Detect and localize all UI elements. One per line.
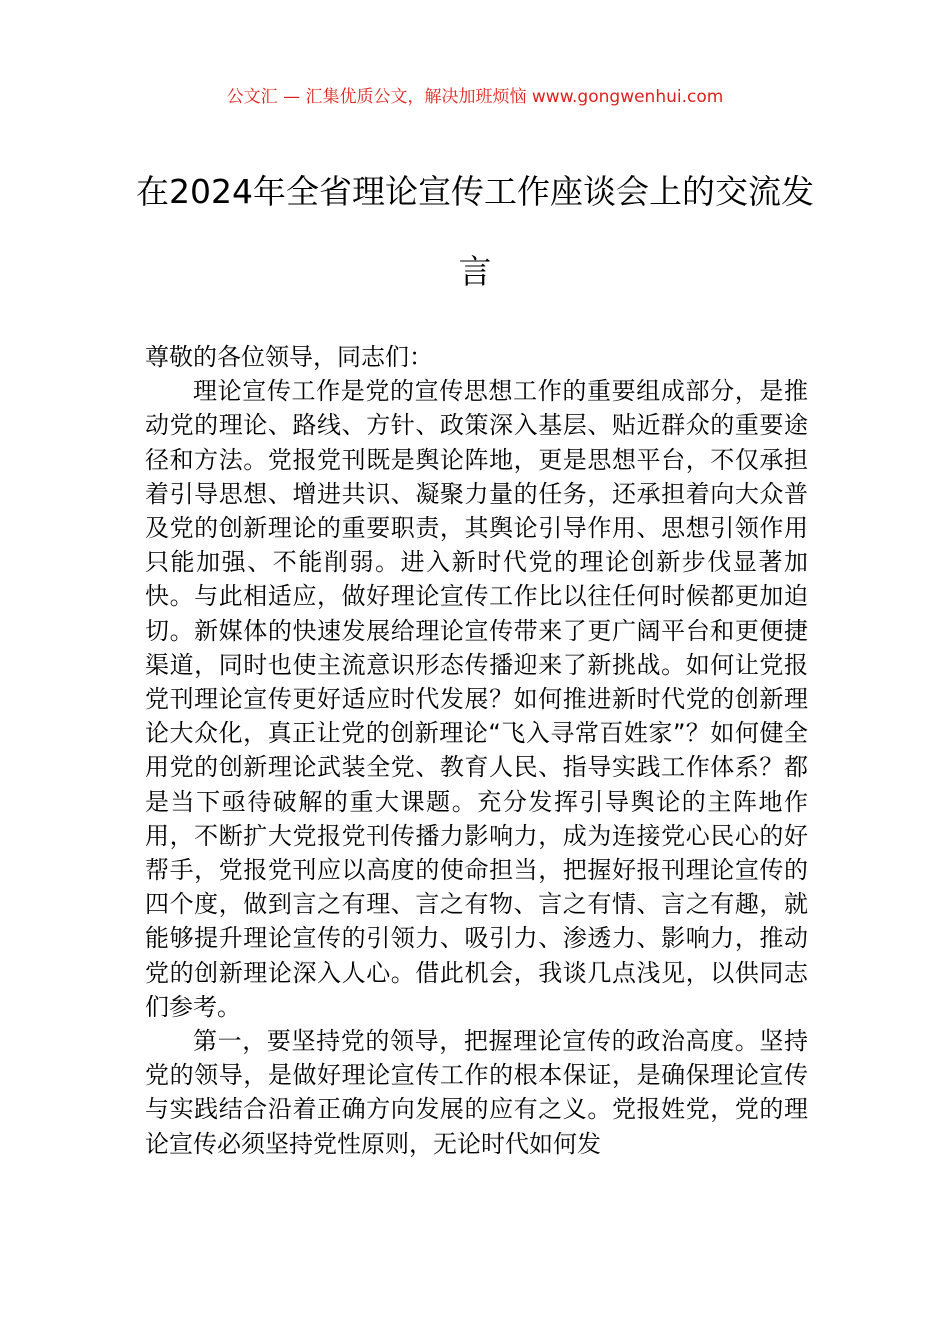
salutation: 尊敬的各位领导，同志们： bbox=[145, 343, 433, 371]
header-watermark: 公文汇 — 汇集优质公文，解决加班烦恼 www.gongwenhui.com bbox=[226, 87, 724, 107]
paragraph-intro: 理论宣传工作是党的宣传思想工作的重要组成部分，是推动党的理论、路线、方针、政策深入基层、贴近群众的重要途径和方法。党报党刊既是舆论阵地，更是思想平台，不仅承担着引导思想、增进共识、凝聚力量的任务，还承担着向大众普及党的创新理论的重要职责，其舆论引导作用、思想引领作用只能加强、不能削弱。进入新时代党的理论创新步伐显著加快。与此相适应，做好理论宣传工作比以往任何时候都更加迫切。新媒体的快速发展给理论宣传带来了更广阔平台和更便捷渠道，同时也使主流意识形态传播迎来了新挑战。如何让党报党刊理论宣传更好适应时代发展？如何推进新时代党的创新理论大众化，真正让党的创新理论“飞入寻常百姓家”？如何健全用党的创新理论武装全党、教育人民、指导实践工作体系？都是当下亟待破解的重大课题。充分发挥引导舆论的主阵地作用，不断扩大党报党刊传播力影响力，成为连接党心民心的好帮手，党报党刊应以高度的使命担当，把握好报刊理论宣传的四个度，做到言之有理、言之有物、言之有情、言之有趣，就能够提升理论宣传的引领力、吸引力、渗透力、影响力，推动党的创新理论深入人心。借此机会，我谈几点浅见，以供同志们参考。 bbox=[145, 377, 808, 1021]
document-body bbox=[145, 340, 808, 1161]
paragraph-first-point: 第一，要坚持党的领导，把握理论宣传的政治高度。坚持党的领导，是做好理论宣传工作的根本保证，是确保理论宣传与实践结合沿着正确方向发展的应有之义。党报姓党，党的理论宣传必须坚持党性原则，无论时代如何发 bbox=[145, 1027, 808, 1158]
page-title: 在2024年全省理论宣传工作座谈会上的交流发言 bbox=[136, 172, 814, 291]
